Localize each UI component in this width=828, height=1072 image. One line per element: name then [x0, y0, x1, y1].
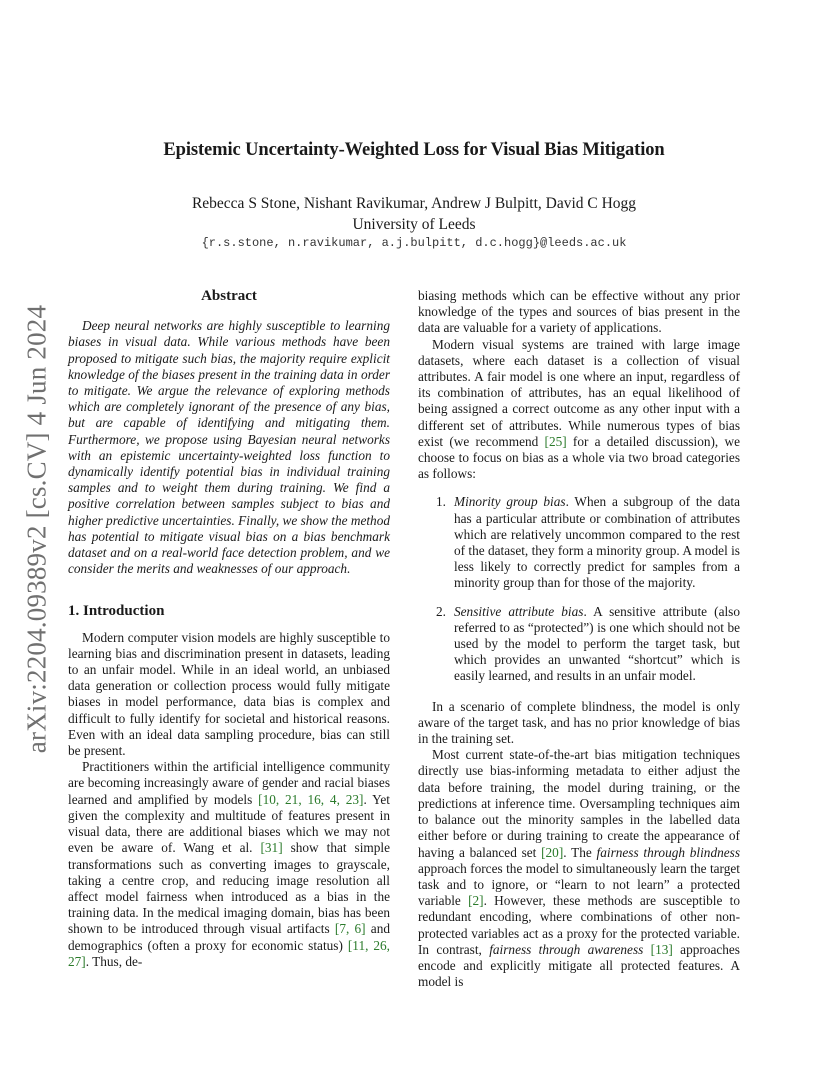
right-paragraph-1: [418, 337, 740, 483]
emphasis-term: fairness through blindness: [596, 844, 740, 860]
text-span: . Thus, de-: [85, 953, 143, 969]
right-paragraph-0: biasing methods which can be effective without any prior knowledge of the types and sources of bias present in the data are valuable for a variety of applications.: [418, 288, 740, 336]
text-span: and demographics (often a proxy for economic status): [68, 921, 390, 953]
intro-paragraph-2: [68, 759, 390, 970]
text-span: . When a subgroup of the data has a particular attribute or combination of attributes which are relatively uncommon compared to the rest of the dataset, they form a minority group. A model is less likely to correctly predict for samples from a minority group than for those of the majority.: [454, 494, 741, 591]
intro-paragraph-1: Modern computer vision models are highly susceptible to learning bias and discrimination present in datasets, leading to an unfair model. While in an ideal world, an unbiased data generation or collection process would fully mitigate biases in model performance, data bias is complex and difficult to fully identify for societal and historical reasons. Even with an ideal data sampling procedure, bias can still be present.: [68, 629, 390, 759]
text-span: . Yet given the complexity and multitude of features present in visual data, there are additional biases which we may not even be aware of. Wang et al.: [68, 791, 390, 856]
list-term: Minority group bias: [454, 494, 566, 510]
citation-link[interactable]: [2]: [468, 893, 484, 909]
list-term: Sensitive attribute bias: [454, 603, 584, 619]
author-list: Rebecca S Stone, Nishant Ravikumar, Andrew J Bulpitt, David C Hogg: [191, 195, 637, 212]
section-heading-introduction: 1. Introduction: [68, 603, 165, 620]
list-text: [454, 494, 740, 591]
text-span: . A sensitive attribute (also referred to as “protected”) is one which should not be used by the model to perform the target task, but which provides an unwanted “shortcut” which is easily learned, and results in an unfair model.: [454, 603, 740, 684]
author-block: [0, 193, 828, 235]
arxiv-identifier-text: arXiv:2204.09389v2 [cs.CV] 4 Jun 2024: [21, 304, 52, 753]
abstract-heading: Abstract: [201, 288, 257, 304]
citation-link[interactable]: [25]: [544, 433, 567, 449]
text-span: for a detailed discussion), we choose to focus on bias as a whole via two broad categories as follows:: [418, 433, 740, 482]
text-span: . The: [563, 844, 597, 860]
paper-title: Epistemic Uncertainty-Weighted Loss for Visual Bias Mitigation: [163, 140, 665, 160]
right-paragraph-2: In a scenario of complete blindness, the model is only aware of the target task, and has no prior knowledge of bias in the training set.: [418, 698, 740, 747]
list-item: [418, 494, 740, 591]
citation-link[interactable]: [20]: [541, 844, 564, 860]
emphasis-term: fairness through awareness: [489, 941, 644, 957]
affiliation: University of Leeds: [352, 216, 476, 233]
citation-link[interactable]: [7, 6]: [334, 921, 366, 937]
list-item: [418, 604, 740, 685]
citation-link[interactable]: [10, 21, 16, 4, 23]: [258, 791, 364, 807]
text-span: Practitioners within the artificial intelligence community are becoming increasingly aware of gender and racial biases learned and amplified by models: [68, 759, 390, 807]
right-paragraph-3: [418, 747, 740, 990]
abstract-text: Deep neural networks are highly susceptible to learning biases in visual data. While various methods have been proposed to mitigate such bias, the majority require explicit knowledge of the biases present in the training data in order to mitigate. We argue the relevance of exploring methods which are completely ignorant of the presence of any bias, but are capable of identifying and mitigating them. Furthermore, we propose using Bayesian neural networks with an epistemic uncertainty-weighted loss function to dynamically identify potential bias in individual training samples and to weight them during training. We find a positive correlation between samples subject to bias and higher predictive uncertainties. Finally, we show the method has potential to mitigate visual bias on a bias benchmark dataset and on a real-world face detection problem, and we consider the merits and weaknesses of our approach.: [68, 318, 390, 577]
text-span: Modern visual systems are trained with large image datasets, where each dataset is a collection of visual attributes. A fair model is one where an input, regardless of its combination of attributes, has an equal likelihood of being assigned a correct outcome as any other input with a different set of attributes. While numerous types of bias exist (we recommend: [418, 336, 740, 449]
author-emails: {r.s.stone, n.ravikumar, a.j.bulpitt, d.c.hogg}@leeds.ac.uk: [201, 236, 627, 250]
citation-link[interactable]: [31]: [260, 840, 283, 856]
right-column: [418, 288, 740, 990]
text-span: [643, 942, 650, 957]
text-span: show that simple transformations such as converting images to grayscale, taking a centre crop, and reducing image resolution all affect model fairness when introduced as a bias in the training data. In the medical imaging domain, bias has been shown to be introduced through visual artifacts: [68, 840, 390, 937]
citation-link[interactable]: [11, 26, 27]: [68, 937, 390, 969]
list-text: [454, 604, 740, 685]
text-span: approach forces the model to simultaneously learn the target task and to ignore, or “learn to not learn” a protected variable: [418, 860, 740, 909]
bias-category-list: [418, 494, 740, 684]
text-span: . However, these methods are susceptible to redundant encoding, where combinations of other non-protected variables act as a proxy for the protected variable. In contrast,: [418, 893, 740, 957]
text-span: Most current state-of-the-art bias mitigation techniques directly use bias-informing metadata to either adjust the data before training, the model during training, or the predictions at inference time. Oversampling techniques aim to balance out the minority samples in the labelled data either before or during training to create the appearance of having a balanced set: [418, 747, 740, 860]
list-number: 1.: [436, 494, 446, 510]
text-span: approaches encode and explicitly mitigate all protected features. A model is: [418, 941, 740, 990]
citation-link[interactable]: [13]: [650, 941, 673, 957]
left-column: [68, 288, 390, 970]
arxiv-identifier: [22, 296, 52, 761]
list-number: 2.: [436, 603, 446, 619]
